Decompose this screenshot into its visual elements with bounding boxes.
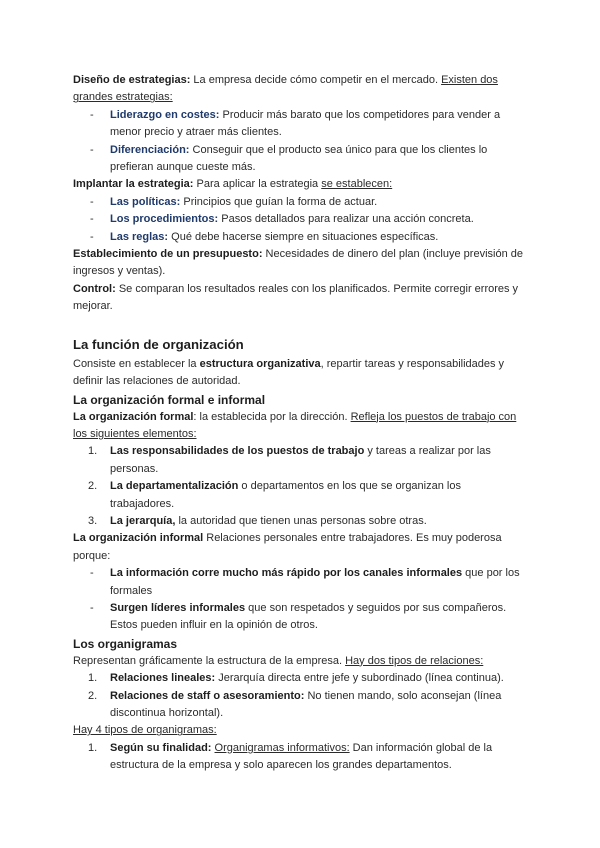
paragraph-budget: Establecimiento de un presupuesto: Necesidades de dinero del plan (incluye previsión de ingresos y ventas). xyxy=(73,248,523,278)
list-item: 3. La jerarquía, la autoridad que tienen unas personas sobre otras. xyxy=(88,514,427,527)
numbered-list xyxy=(73,740,523,775)
list-item: - Las políticas: Principios que guían la forma de actuar. xyxy=(110,194,523,211)
paragraph-implement: Implantar la estrategia: Para aplicar la estrategia se establecen: xyxy=(73,178,393,191)
paragraph-formal: La organización formal: la establecida por la dirección. Refleja los puestos de trabajo con los siguientes elementos: xyxy=(73,410,517,440)
underlined-text: Existen dos grandes estrategias: xyxy=(73,74,498,104)
list-item: 1. Las responsabilidades de los puestos de trabajo y tareas a realizar por las personas. xyxy=(88,445,491,475)
list-item: - Los procedimientos: Pasos detallados para realizar una acción concreta. xyxy=(110,211,523,228)
list-item: 1. Según su finalidad: Organigramas informativos: Dan información global de la estructura de la empresa y solo aparecen los grandes departamentos. xyxy=(88,741,493,772)
paragraph-control: Control: Se comparan los resultados reales con los planificados. Permite corregir errores y mejorar. xyxy=(73,282,519,313)
text: La empresa decide cómo competir en el mercado. xyxy=(190,74,442,86)
numbered-list xyxy=(73,443,523,530)
term: Diseño de estrategias: xyxy=(73,74,191,86)
paragraph-organigrams: Representan gráficamente la estructura de la empresa. Hay dos tipos de relaciones: xyxy=(73,654,484,667)
paragraph-informal: La organización informal Relaciones personales entre trabajadores. Es muy poderosa porque: xyxy=(73,532,502,562)
section-heading: La función de organización xyxy=(73,336,244,352)
list-item: - La información corre mucho más rápido por los canales informales que por los formales xyxy=(110,565,523,600)
paragraph-types: Hay 4 tipos de organigramas: xyxy=(73,724,217,737)
list-item: - Surgen líderes informales que son respetados y seguidos por sus compañeros. Estos pueden influir en la opinión de otros. xyxy=(110,600,523,635)
numbered-list xyxy=(73,670,523,722)
paragraph-intro: Consiste en establecer la estructura organizativa, repartir tareas y responsabilidades y definir las relaciones de autoridad. xyxy=(73,357,505,388)
list-item: 1. Relaciones lineales: Jerarquía directa entre jefe y subordinado (línea continua). xyxy=(88,672,504,685)
dash-list xyxy=(73,565,523,635)
list-item: 2. La departamentalización o departamentos en los que se organizan los trabajadores. xyxy=(88,480,461,510)
dash-list xyxy=(73,194,523,246)
document-page xyxy=(73,72,523,775)
dash-list xyxy=(73,107,523,177)
subsection-heading: La organización formal e informal xyxy=(73,392,266,407)
list-item: - Liderazgo en costes: Producir más barato que los competidores para vender a menor precio y atraer más clientes. xyxy=(110,107,523,142)
list-item: - Diferenciación: Conseguir que el producto sea único para que los clientes lo prefieran aunque cueste más. xyxy=(110,142,523,177)
paragraph-strategy-design xyxy=(73,72,523,107)
list-item: - Las reglas: Qué debe hacerse siempre en situaciones específicas. xyxy=(110,229,523,246)
list-item: 2. Relaciones de staff o asesoramiento: No tienen mando, solo aconsejan (línea discontinua horizontal). xyxy=(88,689,502,719)
subsection-heading: Los organigramas xyxy=(73,636,178,651)
